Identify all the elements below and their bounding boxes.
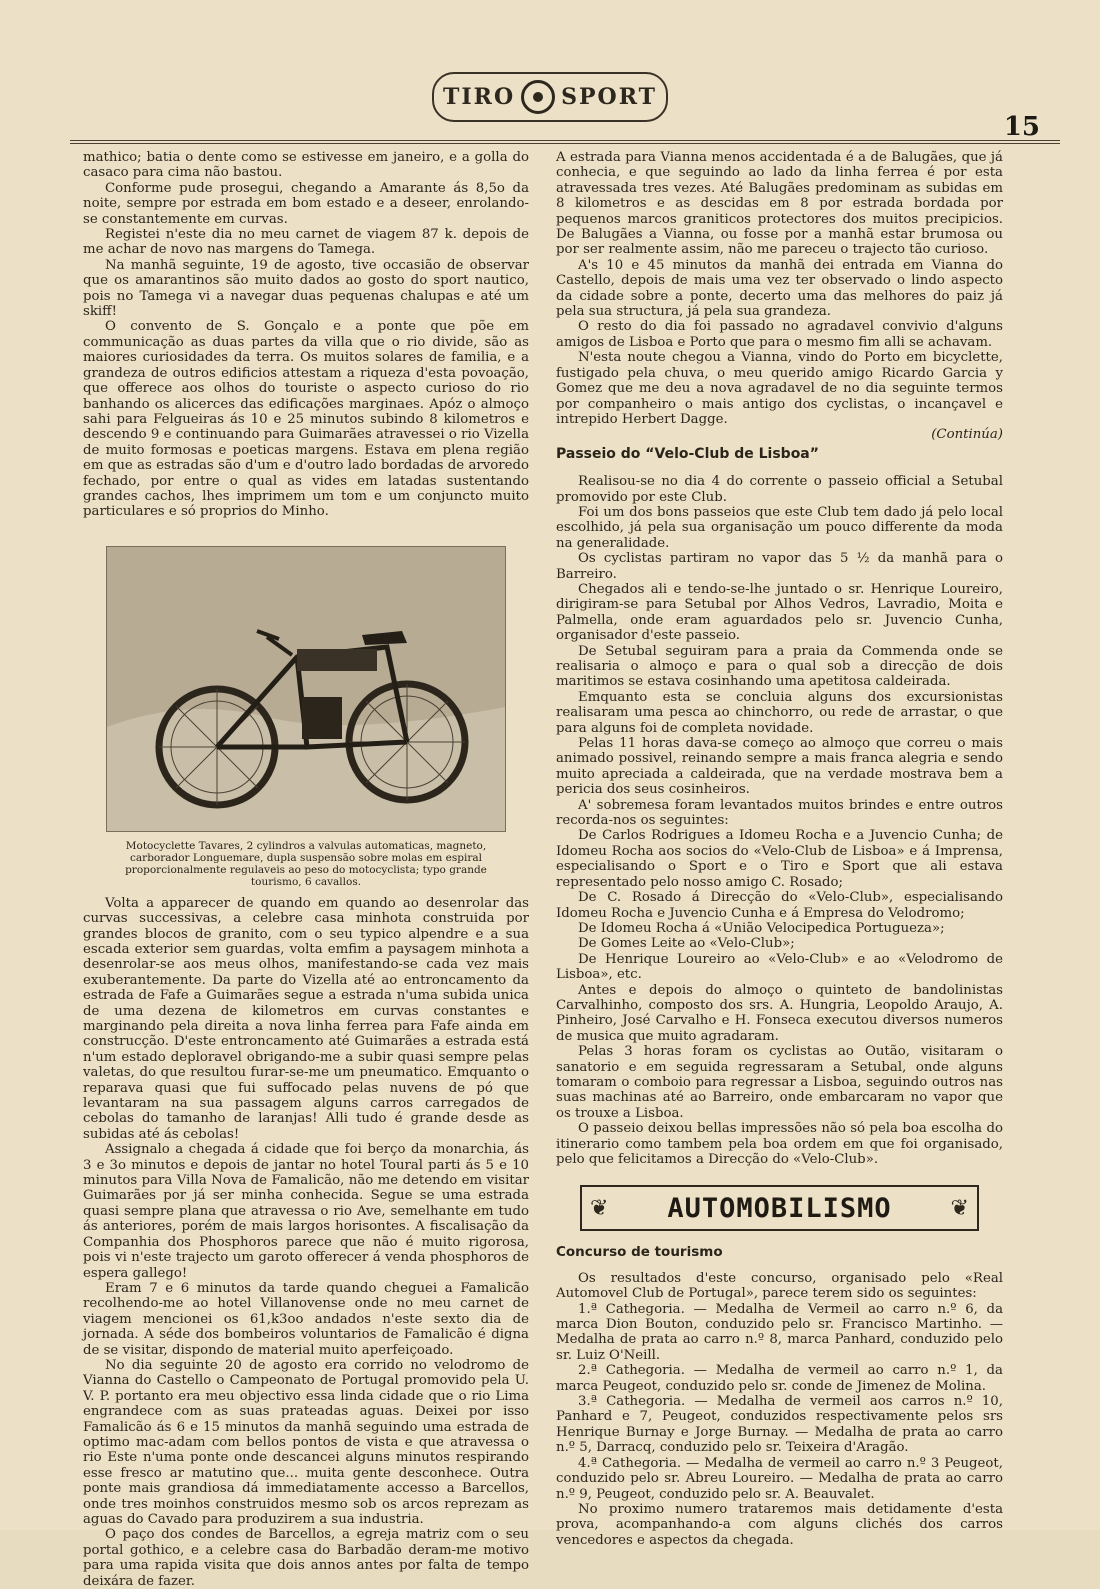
paragraph: De Setubal seguiram para a praia da Commenda onde se realisaria o almoço e para o qual sob a direcção de dois maritimos se estava cosinhando uma apetitosa caldeirada.: [556, 643, 1003, 690]
motorcycle-photo: [106, 546, 506, 832]
concurso-heading: Concurso de tourismo: [556, 1244, 723, 1261]
figure-caption: Motocyclette Tavares, 2 cylindros a valvulas automaticas, magneto, carborador Longuemare, dupla suspensão sobre molas em espiral proporcionalmente regulaveis ao peso do motocyclista; typo grande tourismo, 6 cavallos.: [125, 839, 487, 888]
motorcycle-illustration: [107, 547, 505, 831]
paragraph: Os resultados d'este concurso, organisado pelo «Real Automovel Club de Portugal», parece terem sido os seguintes:: [556, 1270, 1003, 1302]
paragraph: De Idomeu Rocha á «União Velocipedica Portugueza»;: [578, 920, 945, 936]
paragraph: Conforme pude prosegui, chegando a Amarante ás 8,5o da noite, sempre por estrada em bom estado e a deseer, enrolando-se constantemente em curvas.: [83, 180, 529, 227]
left-column: [83, 150, 529, 1589]
paragraph: De Gomes Leite ao «Velo-Club»;: [578, 936, 795, 952]
header-rule: [70, 140, 1060, 141]
paragraph: Antes e depois do almoço o quinteto de bandolinistas Carvalhinho, composto dos srs. A. Hungria, Leopoldo Araujo, A. Pinheiro, José Carvalho e H. Fonseca executou diversos numeros de musica que muito agradaram.: [556, 982, 1003, 1044]
paragraph: mathico; batia o dente como se estivesse em janeiro, e a golla do casaco para cima não bastou.: [83, 150, 529, 181]
paragraph: A' sobremesa foram levantados muitos brindes e entre outros recorda-nos os seguintes:: [556, 797, 1003, 829]
paragraph: De C. Rosado á Direcção do «Velo-Club», especialisando Idomeu Rocha e Juvencio Cunha e á Empresa do Velodromo;: [556, 890, 1003, 921]
paragraph: 2.ª Cathegoria. — Medalha de vermeil ao carro n.º 1, da marca Peugeot, conduzido pelo sr. conde de Jimenez de Molina.: [556, 1363, 1003, 1394]
paragraph: 1.ª Cathegoria. — Medalha de Vermeil ao carro n.º 6, da marca Dion Bouton, conduzido pelo sr. Francisco Martinho. — Medalha de prata ao carro n.º 8, marca Panhard, conduzido pelo sr. Luiz O'Neill.: [556, 1301, 1003, 1363]
page-number: 15: [1003, 112, 1040, 142]
paragraph: De Henrique Loureiro ao «Velo-Club» e ao «Velodromo de Lisboa», etc.: [556, 951, 1003, 983]
paragraph: Foi um dos bons passeios que este Club tem dado já pelo local escolhido, já pela sua organisação um pouco differente da moda na generalidade.: [556, 504, 1003, 551]
paragraph: Eram 7 e 6 minutos da tarde quando cheguei a Famalicão recolhendo-me ao hotel Villanovense onde no meu carnet de viagem mencionei os 61,k3oo andados n'este sexto dia de jornada. A séde dos bombeiros voluntarios de Famalicão é digna de se visitar, dispondo de material muito aperfeiçoado.: [83, 1280, 529, 1358]
paragraph: De Carlos Rodrigues a Idomeu Rocha e a Juvencio Cunha; de Idomeu Rocha aos socios do «Velo-Club de Lisboa» e á Imprensa, especialisando o Sport e o Tiro e Sport que ali estava representado pelo nosso amigo C. Rosado;: [556, 828, 1003, 890]
paragraph: Na manhã seguinte, 19 de agosto, tive occasião de observar que os amarantinos são muito dados ao gosto do sport nautico, pois no Tamega vi a navegar duas pequenas chalupas e até um skiff!: [83, 257, 529, 320]
paragraph: Pelas 11 horas dava-se começo ao almoço que correu o mais animado possivel, reinando sempre a mais franca alegria e sendo muito apreciada a caldeirada, que na verdade mostrava bem a pericia dos seus cosinheiros.: [556, 736, 1003, 798]
paragraph: O passeio deixou bellas impressões não só pela boa escolha do itinerario como tambem pela boa ordem em que foi organisado, pelo que felicitamos a Direcção do «Velo-Club».: [556, 1121, 1003, 1167]
continua-note: (Continúa): [931, 427, 1003, 443]
paragraph: Chegados ali e tendo-se-lhe juntado o sr. Henrique Loureiro, dirigiram-se para Setubal por Alhos Vedros, Lavradio, Moita e Palmella, onde eram aguardados pelo sr. Juvencio Cunha, organisador d'este passeio.: [556, 581, 1003, 644]
paragraph: No dia seguinte 20 de agosto era corrido no velodromo de Vianna do Castello o Campeonato de Portugal promovido pela U. V. P. portanto era meu objectivo essa linda cidade que o rio Lima engrandece com as suas prateadas aguas. Deixei por isso Famalicão ás 6 e 15 minutos da manhã seguindo uma estrada de optimo mac-adam com bellos pontos de vista e que atravessa o rio Este n'uma ponte onde descancei alguns minutos respirando esse fresco ar matutino que... muita gente desconhece. Outra ponte mais grandiosa dá immediatamente accesso a Barcellos, onde tres moinhos construidos mesmo sob os arcos reprezam as aguas do Cavado para produzirem a sua industria.: [83, 1357, 529, 1527]
paragraph: Realisou-se no dia 4 do corrente o passeio official a Setubal promovido por este Club.: [556, 474, 1003, 505]
paragraph: Assignalo a chegada á cidade que foi berço da monarchia, ás 3 e 3o minutos e depois de jantar no hotel Toural parti ás 5 e 10 minutos para Villa Nova de Famalicão, não me detendo em visitar Guimarães por já ser minha conhecida. Segue se uma estrada quasi sempre plana que atravessa o rio Ave, semelhante em tudo ás anteriores, porém de mais largos horisontes. A fiscalisação da Companhia dos Phosphoros parece que não é muito rigorosa, pois vi n'este trajecto um garoto offerecer á venda phosphoros de espera gallego!: [83, 1142, 529, 1281]
ornament-right-icon: ❦: [950, 1195, 969, 1221]
paragraph: O resto do dia foi passado no agradavel convivio d'alguns amigos de Lisboa e Porto que para o mesmo fim alli se achavam.: [556, 319, 1003, 350]
paragraph: Os cyclistas partiram no vapor das 5 ½ da manhã para o Barreiro.: [556, 551, 1003, 582]
paragraph: 4.ª Cathegoria. — Medalha de vermeil ao carro n.º 3 Peugeot, conduzido pelo sr. Abreu Loureiro. — Medalha de prata ao carro n.º 9, Peugeot, conduzido pelo sr. A. Beauvalet.: [556, 1455, 1003, 1502]
passeio-heading: Passeio do “Velo-Club de Lisboa”: [556, 445, 819, 462]
header-rule-secondary: [70, 143, 1060, 144]
paragraph: A estrada para Vianna menos accidentada é a de Balugães, que já conhecia, e que seguindo ao lado da linha ferrea é por esta atravessada tres vezes. Até Balugães predominam as subidas em 8 kilometros e as descidas em 8 por estrada bordada por pequenos marcos graniticos protectores dos muitos precipicios. De Balugães a Vianna, ou fosse por a manhã estar brumosa ou por ser realmente assim, não me pareceu o trajecto tão curioso.: [556, 150, 1003, 258]
paragraph: Volta a apparecer de quando em quando ao desenrolar das curvas successivas, a celebre casa minhota construida por grandes blocos de granito, com o seu typico alpendre e a sua escada exterior sem guardas, volta emfim a paysagem minhota a desenrolar-se aos meus olhos, manifestando-se cada vez mais exuberantemente. Da parte do Vizella até ao entroncamento da estrada de Fafe a Guimarães segue a estrada n'uma subida unica de uma dezena de kilometros em curvas constantes e marginando pela direita a nova linha ferrea para Fafe ainda em construcção. D'este entroncamento até Guimarães a estrada está n'um estado deploravel obrigando-me a subir quasi sempre pelas valetas, do que resultou furar-se-me um pneumatico. Emquanto o reparava quasi que fui suffocado pelas nuvens de pó que levantaram na sua passagem alguns carros carregados de cebolas do tamanho de laranjas! Alli tudo é grande desde as subidas até ás cebolas!: [83, 895, 529, 1142]
masthead-logo: TIRO SPORT: [432, 72, 668, 122]
paragraph: Registei n'este dia no meu carnet de viagem 87 k. depois de me achar de novo nas margens do Tamega.: [83, 227, 529, 258]
target-icon: [521, 80, 555, 114]
paragraph: A's 10 e 45 minutos da manhã dei entrada em Vianna do Castello, depois de mais uma vez ter observado o lindo aspecto da cidade sobre a ponte, decerto uma das melhores do paiz já pela sua structura, já pela sua grandeza.: [556, 257, 1003, 320]
paragraph: Pelas 3 horas foram os cyclistas ao Outão, visitaram o sanatorio e em seguida regressaram a Setubal, onde alguns tomaram o comboio para regressar a Lisboa, seguindo outros nas suas machinas até ao Barreiro, onde embarcaram no vapor que os trouxe a Lisboa.: [556, 1044, 1003, 1121]
paragraph: No proximo numero trataremos mais detidamente d'esta prova, acompanhando-a com alguns clichés dos carros vencedores e aspectos da chegada.: [556, 1501, 1003, 1548]
paragraph: O convento de S. Gonçalo e a ponte que põe em communicação as duas partes da villa que o rio divide, são as maiores curiosidades da terra. Os muitos solares de familia, e a grandeza de outros edificios attestam a riqueza d'esta povoação, que offerece aos olhos do touriste o aspecto curioso do rio banhando os alicerces das edificações marginaes. Apóz o almoço sahi para Felgueiras ás 10 e 25 minutos subindo 8 kilometros e descendo 9 e continuando para Guimarães atravessei o rio Vizella de muito formosas e poeticas margens. Estava em plena região em que as estradas são d'um e d'outro lado bordadas de arvoredo fechado, por entre o qual as vides em latadas sustentando grandes cachos, lhes imprimem um tom e um conjuncto muito particulares e só proprios do Minho.: [83, 319, 529, 520]
paragraph: O paço dos condes de Barcellos, a egreja matriz com o seu portal gothico, e a celebre casa do Barbadão deram-me motivo para uma rapida visita que dois annos antes por falta de tempo deixára de fazer.: [83, 1527, 529, 1589]
paragraph: 3.ª Cathegoria. — Medalha de vermeil aos carros n.º 10, Panhard e 7, Peugeot, conduzidos respectivamente pelos srs Henrique Burnay e Jorge Burnay. — Medalha de prata ao carro n.º 5, Darracq, conduzido pelo sr. Teixeira d'Aragão.: [556, 1394, 1003, 1456]
motorcycle-figure: [83, 546, 529, 888]
paragraph: N'esta noute chegou a Vianna, vindo do Porto em bicyclette, fustigado pela chuva, o meu querido amigo Ricardo Garcia y Gomez que me deu a nova agradavel de no dia seguinte termos por companheiro o mais antigo dos cyclistas, o incançavel e intrepido Herbert Dagge.: [556, 350, 1003, 427]
ornament-left-icon: ❦: [590, 1195, 609, 1221]
paragraph: Emquanto esta se concluia alguns dos excursionistas realisaram uma pesca ao chinchorro, ou rede de arrastar, o que para alguns foi de completa novidade.: [556, 689, 1003, 736]
right-column: [556, 150, 1003, 1548]
automobilismo-banner: [580, 1185, 979, 1231]
banner-title: AUTOMOBILISMO: [667, 1192, 892, 1224]
